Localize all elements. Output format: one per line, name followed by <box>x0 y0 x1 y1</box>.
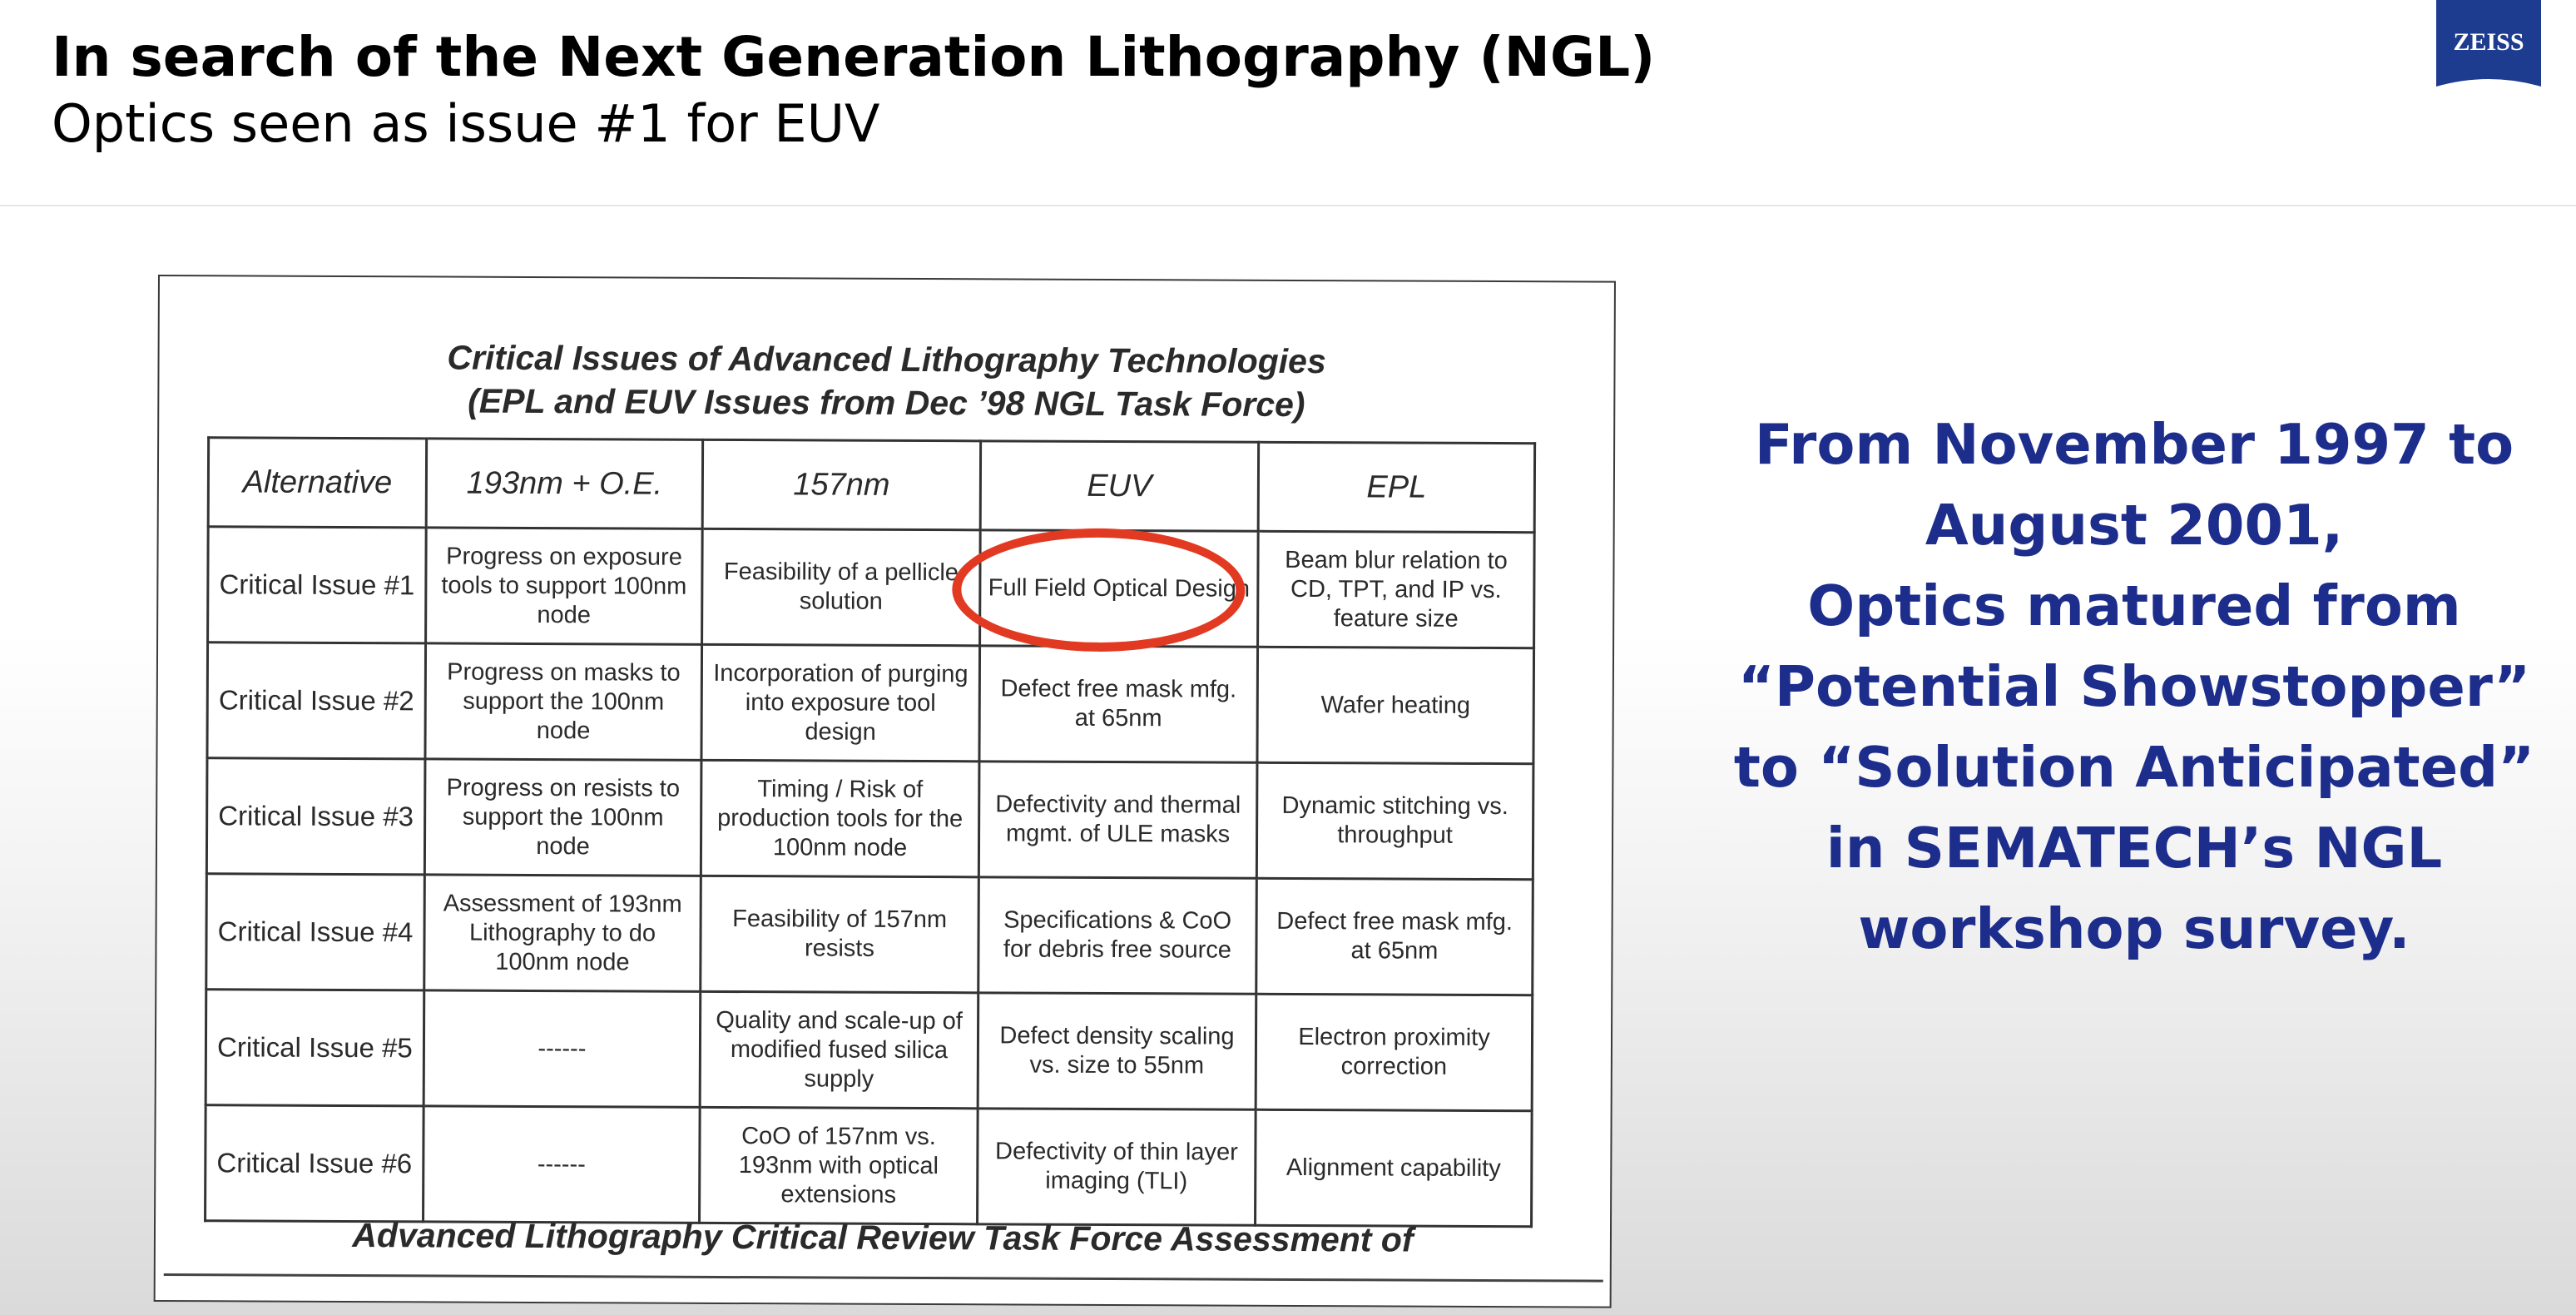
callout-line: to “Solution Anticipated” <box>1733 735 2535 800</box>
table-cell: Progress on resists to support the 100nm node <box>424 759 701 876</box>
table-cell: Timing / Risk of production tools for the 100nm node <box>701 760 979 876</box>
column-header: 193nm + O.E. <box>426 439 702 528</box>
table-cell: Defect free mask mfg. at 65nm <box>979 646 1258 762</box>
callout-line: August 2001, <box>1925 493 2344 558</box>
row-label: Critical Issue #2 <box>207 643 426 759</box>
critical-issues-table <box>204 436 1536 1228</box>
table-cell: Progress on masks to support the 100nm node <box>425 643 702 760</box>
table-cell: Incorporation of purging into exposure tool design <box>701 644 980 761</box>
table-cell: Electron proximity correction <box>1256 994 1533 1110</box>
table-header-row <box>208 438 1534 533</box>
table-cell: Wafer heating <box>1257 647 1534 763</box>
callout-line: “Potential Showstopper” <box>1737 654 2531 719</box>
table-cell: Feasibility of a pellicle solution <box>702 528 981 645</box>
table-row <box>206 874 1533 995</box>
table-row <box>208 527 1535 648</box>
table-cell: Full Field Optical Design <box>980 530 1259 647</box>
document-title <box>159 335 1613 428</box>
row-label: Critical Issue #1 <box>208 527 427 643</box>
table-row <box>206 1105 1533 1227</box>
callout-line: workshop survey. <box>1858 896 2410 961</box>
column-header: Alternative <box>208 438 426 528</box>
table-cell: Defectivity and thermal mgmt. of ULE masks <box>978 762 1257 878</box>
scanned-document <box>154 275 1616 1308</box>
callout-line: From November 1997 to <box>1754 412 2514 477</box>
document-footer: Advanced Lithography Critical Review Task Force Assessment of <box>352 1216 1414 1259</box>
column-header: EUV <box>980 441 1258 531</box>
table-cell: Beam blur relation to CD, TPT, and IP vs. feature size <box>1258 531 1535 648</box>
row-label: Critical Issue #6 <box>206 1105 424 1222</box>
table-cell: Defect free mask mfg. at 65nm <box>1256 878 1533 995</box>
table-cell: Defect density scaling vs. size to 55nm <box>978 993 1256 1109</box>
column-header: 157nm <box>702 439 980 529</box>
table-cell: Progress on exposure tools to support 100nm node <box>426 528 703 644</box>
callout-line: in SEMATECH’s NGL <box>1825 816 2443 881</box>
slide-title: In search of the Next Generation Lithography (NGL) <box>52 25 1656 89</box>
table-row <box>206 990 1533 1111</box>
table-cell: Specifications & CoO for debris free source <box>978 877 1257 994</box>
logo-text: ZEISS <box>2453 28 2524 56</box>
table-cell: Feasibility of 157nm resists <box>701 876 979 992</box>
table-cell: Assessment of 193nm Lithography to do 100nm node <box>424 875 701 991</box>
table-row <box>206 758 1533 880</box>
table-cell: Alignment capability <box>1256 1109 1533 1226</box>
table-cell: Dynamic stitching vs. throughput <box>1256 762 1533 879</box>
slide-subtitle: Optics seen as issue #1 for EUV <box>52 93 880 154</box>
column-header: EPL <box>1258 442 1534 532</box>
slide-header <box>0 0 2576 206</box>
table-cell: ------ <box>424 1106 701 1223</box>
table-cell: ------ <box>424 990 701 1107</box>
callout-line: Optics matured from <box>1807 573 2461 638</box>
zeiss-logo <box>2436 0 2541 105</box>
table-cell: Quality and scale-up of modified fused silica supply <box>700 991 978 1108</box>
row-label: Critical Issue #4 <box>206 874 425 990</box>
row-label: Critical Issue #5 <box>206 990 424 1106</box>
row-label: Critical Issue #3 <box>206 758 425 875</box>
document-divider <box>164 1273 1603 1283</box>
table-cell: Defectivity of thin layer imaging (TLI) <box>978 1109 1256 1225</box>
table-cell: CoO of 157nm vs. 193nm with optical extensions <box>700 1107 978 1223</box>
document-title-line-1: Critical Issues of Advanced Lithography Technologies <box>447 338 1326 381</box>
table-row <box>207 643 1534 764</box>
callout-text <box>1706 404 2563 970</box>
document-title-line-2: (EPL and EUV Issues from Dec ’98 NGL Task Force) <box>468 381 1305 424</box>
